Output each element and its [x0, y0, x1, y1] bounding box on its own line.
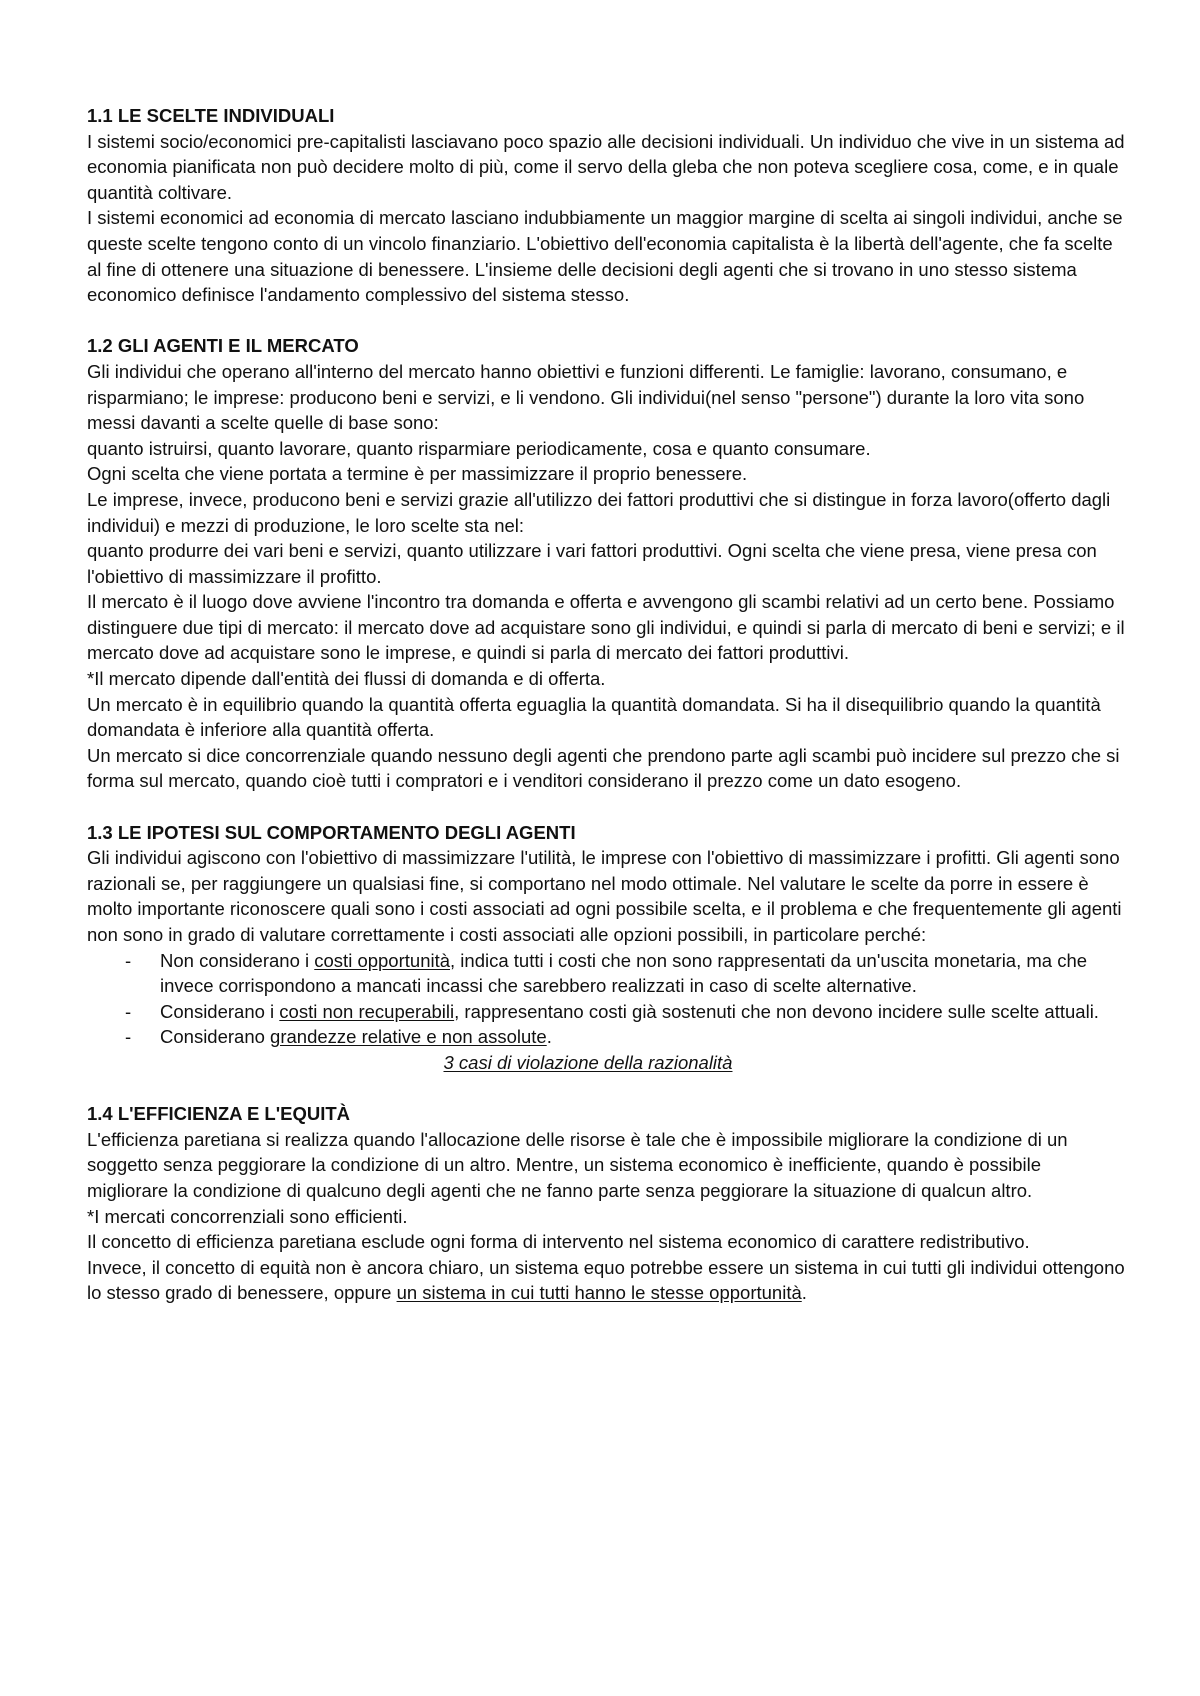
section-scelte-individuali	[87, 103, 1127, 308]
document-page	[87, 103, 1127, 1332]
section-heading: 1.3 LE IPOTESI SUL COMPORTAMENTO DEGLI AGENTI	[87, 821, 576, 843]
underlined-term: costi non recuperabili	[279, 1000, 455, 1022]
underlined-phrase: un sistema in cui tutti hanno le stesse opportunità	[396, 1282, 802, 1304]
paragraph: Le imprese, invece, producono beni e servizi grazie all'utilizzo dei fattori produttivi che si distingue in forza lavoro(offerto dagli individui) e mezzi di produzione, le loro scelte sta nel:	[87, 488, 1111, 536]
section-efficienza-equita	[87, 1101, 1127, 1306]
underlined-term: costi opportunità	[314, 949, 451, 971]
section-heading: 1.1 LE SCELTE INDIVIDUALI	[87, 105, 335, 126]
bullet-list	[87, 948, 1127, 1050]
bullet-text: , indica tutti i costi che non sono rappresentati da un'uscita monetaria, ma che invece corrispondono a mancati incassi che sarebbero realizzati in caso di scelte alternative.	[160, 949, 1088, 997]
bullet-text: .	[546, 1026, 552, 1048]
paragraph: *I mercati concorrenziali sono efficienti.	[87, 1205, 408, 1227]
underlined-term: grandezze relative e non assolute	[270, 1026, 547, 1048]
paragraph: Ogni scelta che viene portata a termine è per massimizzare il proprio benessere.	[87, 463, 748, 485]
list-item	[87, 1024, 1127, 1050]
paragraph	[87, 1255, 1127, 1306]
paragraph: quanto istruirsi, quanto lavorare, quanto risparmiare periodicamente, cosa e quanto consumare.	[87, 437, 871, 459]
section-heading: 1.4 L'EFFICIENZA E L'EQUITÀ	[87, 1103, 351, 1125]
paragraph: Gli individui che operano all'interno del mercato hanno obiettivi e funzioni differenti. Le famiglie: lavorano, consumano, e risparmiano; le imprese: producono beni e servizi, e li vendono. Gli individui(nel senso "persone") durante la loro vita sono messi davanti a scelte quelle di base sono:	[87, 360, 1085, 434]
paragraph: I sistemi socio/economici pre-capitalisti lasciavano poco spazio alle decisioni individuali. Un individuo che vive in un sistema ad economia pianificata non può decidere molto di più, come il servo della gleba che non poteva scegliere cosa, come, e in quale quantità coltivare.	[87, 130, 1125, 203]
bullet-text: Considerano	[160, 1026, 271, 1048]
bullet-dash: -	[125, 1026, 132, 1048]
paragraph: quanto produrre dei vari beni e servizi, quanto utilizzare i vari fattori produttivi. Ogni scelta che viene presa, viene presa con l'obiettivo di massimizzare il profitto.	[87, 540, 1097, 587]
paragraph: Un mercato è in equilibrio quando la quantità offerta eguaglia la quantità domandata. Si ha il disequilibrio quando la quantità domandata è inferiore alla quantità offerta.	[87, 693, 1101, 741]
paragraph: Il mercato è il luogo dove avviene l'incontro tra domanda e offerta e avvengono gli scambi relativi ad un certo bene. Possiamo distinguere due tipi di mercato: il mercato dove ad acquistare sono gli individui, e quindi si parla di mercato di beni e servizi; e il mercato dove ad acquistare sono le imprese, e quindi si parla di mercato dei fattori produttivi.	[87, 591, 1125, 664]
bullet-text: , rappresentano costi già sostenuti che non devono incidere sulle scelte attuali.	[454, 1000, 1099, 1022]
paragraph: I sistemi economici ad economia di mercato lasciano indubbiamente un maggior margine di scelta ai singoli individui, anche se queste scelte tengono conto di un vincolo finanziario. L'obiettivo dell'economia capitalista è la libertà dell'agente, che fa scelte al fine di ottenere una situazione di benessere. L'insieme delle decisioni degli agenti che si trovano in uno stesso sistema economico definisce l'andamento complessivo del sistema stesso.	[87, 207, 1123, 306]
bullet-dash: -	[125, 1000, 132, 1022]
paragraph: Un mercato si dice concorrenziale quando nessuno degli agenti che prendono parte agli scambi può incidere sul prezzo che si forma sul mercato, quando cioè tutti i compratori e i venditori considerano il prezzo come un dato esogeno.	[87, 744, 1120, 792]
list-item	[87, 948, 1127, 999]
centered-italic-note: 3 casi di violazione della razionalità	[443, 1051, 733, 1073]
paragraph: *Il mercato dipende dall'entità dei flussi di domanda e di offerta.	[87, 668, 606, 690]
list-item	[87, 999, 1127, 1025]
section-ipotesi-comportamento	[87, 820, 1127, 1076]
bullet-text: Non considerano i	[160, 949, 315, 971]
paragraph: L'efficienza paretiana si realizza quando l'allocazione delle risorse è tale che è impossibile migliorare la condizione di un soggetto senza peggiorare la condizione di un altro. Mentre, un sistema economico è inefficiente, quando è possibile migliorare la condizione di qualcuno degli agenti che ne fanno parte senza peggiorare la situazione di qualcun altro.	[87, 1128, 1068, 1201]
section-agenti-mercato	[87, 333, 1127, 794]
paragraph-text: Invece, il concetto di equità non è ancora chiaro, un sistema equo potrebbe essere un sistema in cui tutti gli individui ottengono lo stesso grado di benessere, oppure	[87, 1256, 1125, 1304]
paragraph-text: .	[801, 1282, 807, 1304]
paragraph: Gli individui agiscono con l'obiettivo di massimizzare l'utilità, le imprese con l'obiettivo di massimizzare i profitti. Gli agenti sono razionali se, per raggiungere un qualsiasi fine, si comportano nel modo ottimale. Nel valutare le scelte da porre in essere è molto importante riconoscere quali sono i costi associati ad ogni possibile scelta, e il problema e che frequentemente gli agenti non sono in grado di valutare correttamente i costi associati alle opzioni possibili, in particolare perché:	[87, 847, 1122, 945]
bullet-text: Considerano i	[160, 1000, 280, 1022]
bullet-dash: -	[125, 949, 132, 971]
section-heading: 1.2 GLI AGENTI E IL MERCATO	[87, 335, 359, 357]
paragraph: Il concetto di efficienza paretiana esclude ogni forma di intervento nel sistema economico di carattere redistributivo.	[87, 1231, 1030, 1253]
